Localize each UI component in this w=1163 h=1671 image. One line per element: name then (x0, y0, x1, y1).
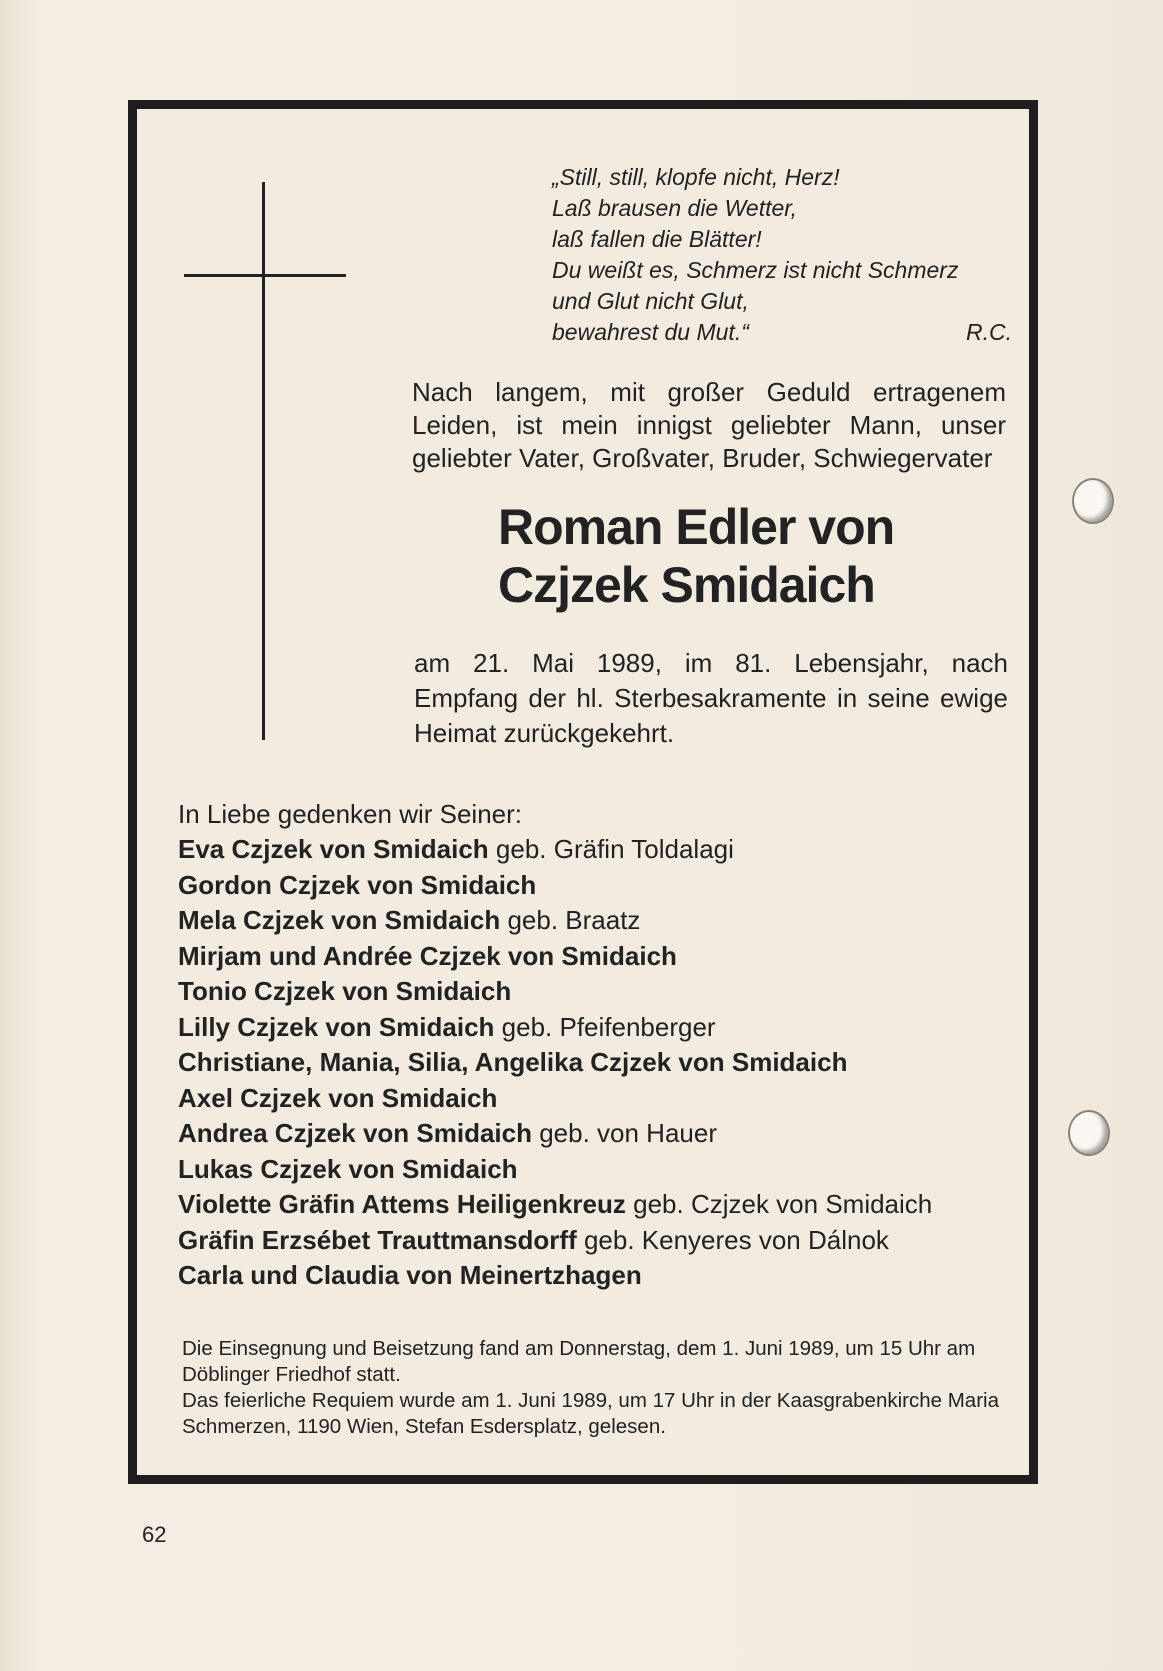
mourner-name: Christiane, Mania, Silia, Angelika Czjzek von Smidaich (178, 1047, 848, 1077)
poem-last-line (552, 317, 1012, 348)
mourner-entry (178, 832, 1008, 868)
page-number: 62 (142, 1522, 167, 1547)
deceased-name (498, 498, 1018, 614)
poem-line: laß fallen die Blätter! (552, 226, 762, 252)
mourner-note: geb. Czjzek von Smidaich (625, 1189, 933, 1219)
poem-line: „Still, still, klopfe nicht, Herz! (552, 164, 840, 190)
mourner-note: geb. von Hauer (531, 1118, 717, 1148)
mourner-name: Eva Czjzek von Smidaich (178, 834, 489, 864)
poem-line: und Glut nicht Glut, (552, 288, 749, 314)
deceased-name-line2: Czjzek Smidaich (498, 557, 875, 613)
mourner-name: Mirjam und Andrée Czjzek von Smidaich (178, 940, 677, 971)
poem-line: Du weißt es, Schmerz ist nicht Schmerz (552, 257, 959, 283)
mourner-entry (178, 868, 1008, 904)
cross-icon-vertical (262, 182, 265, 740)
mourner-name: Gräfin Erzsébet Trauttmansdorff (178, 1224, 577, 1255)
poem-line: Laß brausen die Wetter, (552, 195, 798, 221)
punch-hole-icon (1068, 1110, 1110, 1156)
mourner-entry (178, 1258, 1008, 1294)
burial-info: Die Einsegnung und Beisetzung fand am Donnerstag, dem 1. Juni 1989, um 15 Uhr am Döblinger Friedhof statt. (182, 1337, 976, 1386)
poem-author: R.C. (966, 319, 1012, 345)
mourners-list (178, 796, 1008, 1294)
punch-hole-icon (1072, 478, 1114, 524)
intro-text: Nach langem, mit großer Geduld ertragenem Leiden, ist mein innigst geliebter Mann, unser geliebter Vater, Großvater, Bruder, Schwiegervater (412, 377, 1006, 473)
mourner-entry (178, 1045, 1008, 1081)
mourner-entry (178, 1081, 1008, 1117)
mourner-entry (178, 939, 1008, 975)
poem (552, 162, 1012, 348)
mourner-name: Lilly Czjzek von Smidaich (178, 1011, 495, 1042)
mourner-entry (178, 1116, 1008, 1152)
mourner-entry (178, 974, 1008, 1010)
mourner-name: Tonio Czjzek von Smidaich (178, 976, 512, 1006)
mourner-name: Mela Czjzek von Smidaich (178, 905, 501, 935)
mourner-entry (178, 903, 1008, 939)
cross-icon-horizontal (184, 274, 346, 277)
mourner-name: Lukas Czjzek von Smidaich (178, 1153, 518, 1184)
mourner-entry (178, 1223, 1008, 1259)
mourner-note: geb. Pfeifenberger (494, 1011, 716, 1042)
mourner-name: Gordon Czjzek von Smidaich (178, 869, 537, 900)
mourner-entry (178, 1187, 1008, 1223)
mourner-name: Axel Czjzek von Smidaich (178, 1082, 498, 1113)
mourner-entry (178, 1152, 1008, 1188)
mourner-name: Violette Gräfin Attems Heiligenkreuz (178, 1189, 626, 1219)
poem-line: bewahrest du Mut.“ (552, 319, 749, 345)
mourner-entry (178, 1010, 1008, 1046)
mourners-heading: In Liebe gedenken wir Seiner: (178, 799, 523, 829)
mourner-note: geb. Braatz (500, 905, 641, 935)
ceremony-info (182, 1336, 1022, 1440)
mourner-name: Carla und Claudia von Meinertzhagen (178, 1260, 642, 1290)
deceased-name-line1: Roman Edler von (498, 499, 895, 555)
mourner-note: geb. Kenyeres von Dálnok (576, 1224, 889, 1255)
mourner-note: geb. Gräfin Toldalagi (488, 834, 734, 864)
death-details: am 21. Mai 1989, im 81. Lebensjahr, nach Empfang der hl. Sterbesakramente in seine ewige Heimat zurückgekehrt. (414, 648, 1008, 748)
mourner-name: Andrea Czjzek von Smidaich (178, 1118, 532, 1148)
requiem-info: Das feierliche Requiem wurde am 1. Juni 1989, um 17 Uhr in der Kaasgrabenkirche Maria Schmerzen, 1190 Wien, Stefan Esdersplatz, gelesen. (182, 1389, 999, 1438)
